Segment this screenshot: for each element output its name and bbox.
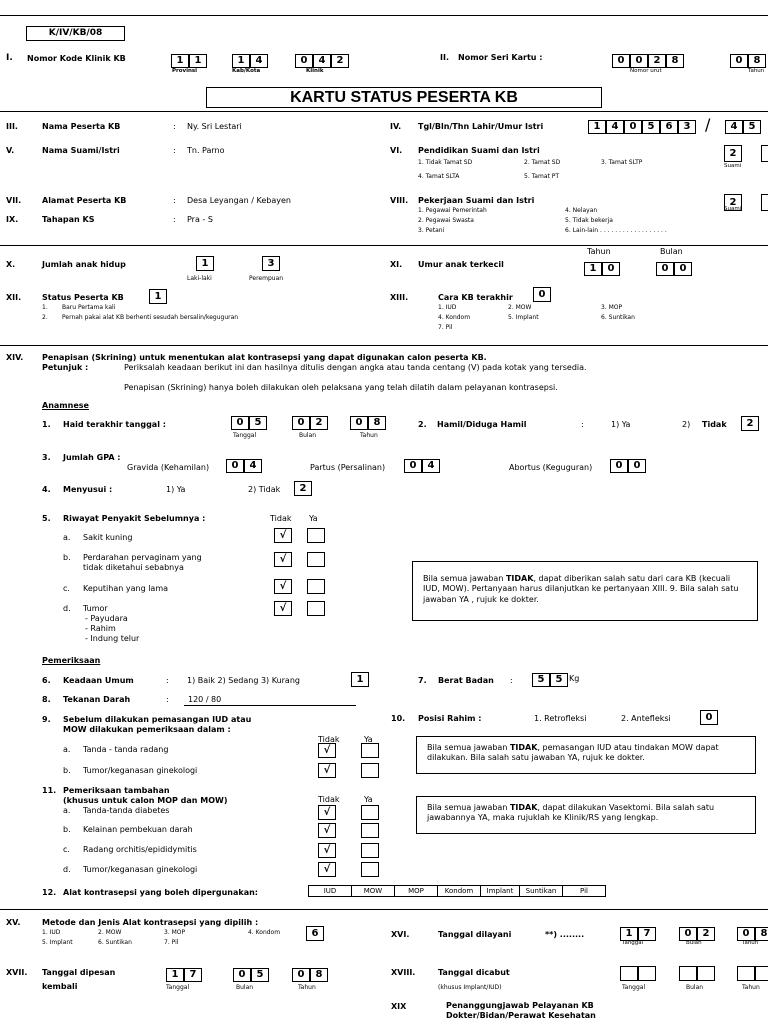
birth-digit[interactable]: 0 [624, 120, 642, 134]
sec3-value[interactable]: Ny. Sri Lestari [187, 122, 242, 131]
secXIII-label: Cara KB terakhir [438, 293, 513, 302]
job-option: 1. Pegawai Pemerintah [418, 207, 487, 214]
q4-opt2: 2) Tidak [248, 485, 281, 494]
dilayani-tanggal-digit[interactable]: 7 [638, 927, 656, 941]
sec5-label: Nama Suami/Istri [42, 146, 120, 155]
age-digit[interactable]: 5 [743, 120, 761, 134]
q5b-ya-check[interactable] [307, 552, 325, 567]
metode-option: 4. Kondom [248, 929, 281, 936]
partus-label: Partus (Persalinan) [310, 463, 386, 472]
edu-suami-box[interactable]: 2 [724, 145, 742, 162]
petunjuk-label: Petunjuk : [42, 363, 89, 372]
urut-label: Nomor urut [630, 68, 662, 74]
q11-ya-label: Ya [364, 795, 373, 804]
tumor-sub-item: - Indung telur [85, 634, 140, 643]
dilayani-bulan-digit[interactable]: 2 [697, 927, 715, 941]
pesan-bulan-digit[interactable]: 0 [233, 968, 251, 982]
partus-digit[interactable]: 4 [422, 459, 440, 473]
q5b-text2: tidak diketahui sebabnya [83, 563, 184, 572]
method-implant[interactable]: Implant [481, 886, 520, 897]
tekanan-darah-value[interactable]: 120 / 80 [188, 695, 222, 704]
sec9-num: IX. [6, 215, 19, 224]
q9-label: Sebelum dilakukan pemasangan IUD atau [63, 715, 252, 724]
pesan-bulan-digit[interactable]: 5 [251, 968, 269, 982]
sec4-label: Tgl/Bln/Thn Lahir/Umur Istri [418, 122, 544, 131]
q3-label: Jumlah GPA : [63, 453, 121, 462]
cara-kb-option: 1. IUD [438, 304, 457, 311]
divider-4 [0, 909, 768, 910]
q8-label: Tekanan Darah [63, 695, 131, 704]
q11-info-post: , dapat dilakukan Vasektomi. Bila salah satu jawabannya YA, maka rujuklah ke Klinik/RS yang lengkap. [427, 803, 715, 823]
metode-option: 2. MOW [98, 929, 122, 936]
secXVI-label: Tanggal dilayani [438, 930, 512, 939]
anak-bulan-digit[interactable]: 0 [674, 262, 692, 276]
provinsi-label: Provinsi [172, 68, 198, 74]
anak-tahun-digit[interactable]: 0 [602, 262, 620, 276]
dilayani-tahun-digit[interactable]: 8 [755, 927, 768, 941]
metode-box[interactable]: 6 [306, 926, 324, 941]
q2-opt1: 1) Ya [611, 420, 631, 429]
cabut-tahun-label: Tahun [742, 984, 760, 991]
pesan-tahun-label: Tahun [298, 984, 316, 991]
abortus-digit[interactable]: 0 [628, 459, 646, 473]
haid-bulan-label: Bulan [299, 432, 317, 439]
q11d-letter: d. [63, 865, 71, 874]
q5d-text: Tumor [83, 604, 108, 613]
method-suntikan[interactable]: Suntikan [520, 886, 563, 897]
q9-label2: MOW dilakukan pemeriksaan dalam : [63, 725, 231, 734]
dilayani-tahun-label: Tahun [742, 940, 759, 946]
job-option: 2. Pegawai Swasta [418, 217, 474, 224]
secXVII-label: Tanggal dipesan [42, 968, 116, 977]
berat-digit[interactable]: 5 [550, 673, 568, 687]
q11-info-pre: Bila semua jawaban [427, 803, 510, 812]
secXI-bulan-label: Bulan [660, 247, 683, 256]
top-border [0, 15, 768, 16]
sec3-num: III. [6, 122, 18, 131]
secXII-label: Status Peserta KB [42, 293, 124, 302]
q4-num: 4. [42, 485, 51, 494]
secXVI-mark: **) ........ [545, 930, 585, 939]
dilayani-bulan-digit[interactable]: 0 [679, 927, 697, 941]
q5a-letter: a. [63, 533, 71, 542]
perempuan-label: Perempuan [249, 275, 284, 282]
pesan-tanggal-digit[interactable]: 7 [184, 968, 202, 982]
cabut-tahun-digit[interactable] [755, 966, 768, 981]
petunjuk-text: Periksalah keadaan berikut ini dan hasilnya ditulis dengan angka atau tanda centang (V) pada kotak yang tersedia. [124, 363, 587, 372]
status-opt-text: Baru Pertama kali [62, 304, 116, 311]
partus-digit[interactable]: 0 [404, 459, 422, 473]
cabut-bulan-label: Bulan [686, 984, 704, 991]
birth-digit[interactable]: 5 [642, 120, 660, 134]
q9-num: 9. [42, 715, 51, 724]
edu-option: 3. Tamat SLTP [601, 159, 643, 166]
job-suami-box[interactable]: 2 [724, 194, 742, 211]
q9-info-box [416, 736, 756, 774]
sec6-num: VI. [390, 146, 403, 155]
q10-num: 10. [391, 714, 406, 723]
q10-label: Posisi Rahim : [418, 714, 482, 723]
pesan-tanggal-digit[interactable]: 1 [166, 968, 184, 982]
q7-colon: : [510, 676, 513, 685]
q6-num: 6. [42, 676, 51, 685]
q5c-tidak-check[interactable]: √ [274, 579, 292, 594]
sec8-num: VIII. [390, 196, 409, 205]
q5c-ya-check[interactable] [307, 579, 325, 594]
haid-tahun-digit[interactable]: 0 [350, 416, 368, 430]
pesan-bulan-label: Bulan [236, 984, 254, 991]
berat-unit: Kg [569, 674, 580, 683]
kab-label: Kab/Kota [232, 68, 261, 74]
sec5-colon: : [173, 146, 176, 155]
q5-num: 5. [42, 514, 51, 523]
anak-tahun-digit[interactable]: 1 [584, 262, 602, 276]
sec3-label: Nama Peserta KB [42, 122, 121, 131]
cabut-bulan-digit[interactable] [679, 966, 697, 981]
provinsi-digit[interactable]: 1 [171, 54, 189, 68]
sec9-label: Tahapan KS [42, 215, 95, 224]
cabut-tanggal-digit[interactable] [638, 966, 656, 981]
cabut-bulan-digit[interactable] [697, 966, 715, 981]
q12-label: Alat kontrasepsi yang boleh dipergunakan: [63, 888, 258, 897]
q5a-ya-check[interactable] [307, 528, 325, 543]
q2-label: Hamil/Diduga Hamil [437, 420, 527, 429]
cabut-tahun-digit[interactable] [737, 966, 755, 981]
q8-colon: : [166, 695, 169, 704]
tahun-digit[interactable]: 8 [748, 54, 766, 68]
tekanan-darah-underline [184, 705, 356, 706]
secXIX-num: XIX [391, 1002, 407, 1011]
age-slash: / [705, 115, 711, 134]
status-opt-text: Pernah pakai alat KB berhenti sesudah bersalin/keguguran [62, 314, 239, 321]
sec1-num: I. [6, 53, 13, 63]
perempuan-box[interactable]: 3 [262, 256, 280, 271]
q11c-ya-check[interactable] [361, 843, 379, 858]
pesan-tahun-digit[interactable]: 0 [292, 968, 310, 982]
method-mop[interactable]: MOP [395, 886, 438, 897]
q9a-text: Tanda - tanda radang [83, 745, 169, 754]
sec5-num: V. [6, 146, 15, 155]
q5d-ya-check[interactable] [307, 601, 325, 616]
q11a-letter: a. [63, 806, 71, 815]
sec9-colon: : [173, 215, 176, 224]
q6-colon: : [166, 676, 169, 685]
sec7-num: VII. [6, 196, 22, 205]
method-iud[interactable]: IUD [309, 886, 352, 897]
tumor-sub-item: - Payudara [85, 614, 128, 623]
metode-option: 3. MOP [164, 929, 186, 936]
klinik-digit[interactable]: 4 [313, 54, 331, 68]
status-opt-num: 2. [42, 314, 48, 321]
posisi-rahim-box[interactable]: 0 [700, 710, 718, 725]
birth-digit[interactable]: 6 [660, 120, 678, 134]
dilayani-tahun-digit[interactable]: 0 [737, 927, 755, 941]
q11b-text: Kelainan pembekuan darah [83, 825, 193, 834]
q2-colon: : [581, 420, 584, 429]
dilayani-bulan-label: Bulan [686, 940, 702, 946]
secXV-num: XV. [6, 918, 21, 927]
metode-option: 7. Pil [164, 939, 179, 946]
status-opt-num: 1. [42, 304, 48, 311]
cabut-tanggal-digit[interactable] [620, 966, 638, 981]
secXVII-num: XVII. [6, 968, 28, 977]
q5a-tidak-check[interactable]: √ [274, 528, 292, 543]
haid-bulan-digit[interactable]: 2 [310, 416, 328, 430]
secX-num: X. [6, 260, 16, 269]
q5c-text: Keputihan yang lama [83, 584, 169, 593]
q7-label: Berat Badan [438, 676, 494, 685]
sec2-label: Nomor Seri Kartu : [458, 53, 543, 62]
method-pil[interactable]: Pil [563, 886, 606, 897]
sec6-label: Pendidikan Suami dan Istri [418, 146, 540, 155]
q11d-ya-check[interactable] [361, 862, 379, 877]
q5-info-bold: TIDAK [505, 574, 534, 583]
tahun-label: Tahun [748, 68, 765, 74]
q9b-text: Tumor/keganasan ginekologi [83, 766, 198, 775]
pesan-tahun-digit[interactable]: 8 [310, 968, 328, 982]
cara-kb-option: 7. Pil [438, 324, 453, 331]
job-suami-label: Suami [724, 206, 742, 212]
q11b-tidak-check[interactable]: √ [318, 823, 336, 838]
klinik-digit[interactable]: 0 [295, 54, 313, 68]
laki-label: Laki-laki [187, 275, 212, 282]
secX-label: Jumlah anak hidup [42, 260, 126, 269]
q5b-text: Perdarahan pervaginam yang [83, 553, 202, 562]
klinik-label: Klinik [306, 68, 324, 74]
sec1-label: Nomor Kode Klinik KB [27, 54, 126, 63]
provinsi-digit[interactable]: 1 [189, 54, 207, 68]
berat-digit[interactable]: 5 [532, 673, 550, 687]
sec9-value[interactable]: Pra - S [187, 215, 213, 224]
q4-opt1: 1) Ya [166, 485, 186, 494]
q9a-ya-check[interactable] [361, 743, 379, 758]
haid-bulan-digit[interactable]: 0 [292, 416, 310, 430]
hamil-box[interactable]: 2 [741, 416, 759, 431]
anak-bulan-digit[interactable]: 0 [656, 262, 674, 276]
kab-digit[interactable]: 4 [250, 54, 268, 68]
q4-label: Menyusui : [63, 485, 113, 494]
q5-tidak-label: Tidak [270, 514, 292, 523]
sec3-colon: : [173, 122, 176, 131]
urut-digit[interactable]: 0 [612, 54, 630, 68]
q9a-letter: a. [63, 745, 71, 754]
q1-num: 1. [42, 420, 51, 429]
q5a-text: Sakit kuning [83, 533, 133, 542]
q6-label: Keadaan Umum [63, 676, 134, 685]
sec2-num: II. [440, 53, 449, 62]
q9b-ya-check[interactable] [361, 763, 379, 778]
secXIV-heading: Penapisan (Skrining) untuk menentukan alat kontrasepsi yang dapat digunakan calon peserta KB. [42, 353, 487, 362]
cara-kb-option: 6. Suntikan [601, 314, 635, 321]
q11b-ya-check[interactable] [361, 823, 379, 838]
q9-tidak-label: Tidak [318, 735, 340, 744]
secXI-label: Umur anak terkecil [418, 260, 504, 269]
sec7-colon: : [173, 196, 176, 205]
haid-tahun-digit[interactable]: 8 [368, 416, 386, 430]
q9-info-bold: TIDAK [509, 743, 538, 752]
q11-info-bold: TIDAK [509, 803, 538, 812]
q10-opt1: 1. Retrofleksi [534, 714, 587, 723]
cara-kb-box[interactable]: 0 [533, 287, 551, 302]
haid-tanggal-label: Tanggal [233, 432, 257, 439]
urut-digit[interactable]: 8 [666, 54, 684, 68]
secXVI-num: XVI. [391, 930, 410, 939]
urut-digit[interactable]: 0 [630, 54, 648, 68]
secXI-num: XI. [390, 260, 403, 269]
q11c-text: Radang orchitis/epididymitis [83, 845, 197, 854]
q9b-tidak-check[interactable]: √ [318, 763, 336, 778]
q11a-tidak-check[interactable]: √ [318, 805, 336, 820]
edu-option: 1. Tidak Tamat SD [418, 159, 473, 166]
q6-options: 1) Baik 2) Sedang 3) Kurang [187, 676, 300, 685]
form-title: KARTU STATUS PESERTA KB [206, 87, 602, 108]
q3-num: 3. [42, 453, 51, 462]
form-code: K/IV/KB/08 [26, 26, 125, 41]
q11-label2: (khusus untuk calon MOP dan MOW) [63, 796, 228, 805]
birth-digit[interactable]: 4 [606, 120, 624, 134]
q10-opt2: 2. Antefleksi [621, 714, 671, 723]
q5-info-box [412, 561, 758, 621]
q11-tidak-label: Tidak [318, 795, 340, 804]
birth-digit[interactable]: 3 [678, 120, 696, 134]
haid-tanggal-digit[interactable]: 5 [249, 416, 267, 430]
secXVIII-num: XVIII. [391, 968, 416, 977]
q7-num: 7. [418, 676, 427, 685]
kab-digit[interactable]: 1 [232, 54, 250, 68]
klinik-digit[interactable]: 2 [331, 54, 349, 68]
metode-option: 1. IUD [42, 929, 61, 936]
q5d-tidak-check[interactable]: √ [274, 601, 292, 616]
secXIX-label: Penanggungjawab Pelayanan KB [446, 1001, 594, 1010]
secXVIII-label: Tanggal dicabut [438, 968, 510, 977]
keadaan-umum-box[interactable]: 1 [351, 672, 369, 687]
method-kondom[interactable]: Kondom [438, 886, 481, 897]
tumor-sub-item: - Rahim [85, 624, 116, 633]
job-option: 6. Lain-lain . . . . . . . . . . . . . . . . . . [565, 227, 667, 234]
gravida-label: Gravida (Kehamilan) [127, 463, 210, 472]
tahun-digit[interactable]: 0 [730, 54, 748, 68]
anamnese-heading: Anamnese [42, 401, 89, 410]
q8-num: 8. [42, 695, 51, 704]
q5-info-post: , dapat diberikan salah satu dari cara KB (kecuali IUD, MOW). Pertanyaan harus dilanjutkan ke pertanyaan XIII. 9. Bila salah satu jawaban YA , rujuk ke dokter. [423, 574, 739, 604]
urut-digit[interactable]: 2 [648, 54, 666, 68]
secXV-label: Metode dan Jenis Alat kontrasepsi yang dipilih : [42, 918, 259, 927]
haid-tanggal-digit[interactable]: 0 [231, 416, 249, 430]
edu-option: 4. Tamat SLTA [418, 173, 460, 180]
laki-box[interactable]: 1 [196, 256, 214, 271]
sec7-value[interactable]: Desa Leyangan / Kebayen [187, 196, 291, 205]
abortus-label: Abortus (Keguguran) [509, 463, 593, 472]
q9-info-pre: Bila semua jawaban [427, 743, 510, 752]
cara-kb-option: 5. Implant [508, 314, 539, 321]
job-option: 4. Nelayan [565, 207, 598, 214]
q11b-letter: b. [63, 825, 71, 834]
q9a-tidak-check[interactable]: √ [318, 743, 336, 758]
job-istri-box[interactable] [761, 194, 768, 211]
metode-option: 6. Suntikan [98, 939, 132, 946]
q11c-tidak-check[interactable]: √ [318, 843, 336, 858]
sec5-value[interactable]: Tn. Parno [187, 146, 225, 155]
gravida-digit[interactable]: 4 [244, 459, 262, 473]
divider-3 [0, 345, 768, 346]
q5c-letter: c. [63, 584, 70, 593]
haid-tahun-label: Tahun [360, 432, 378, 439]
q2-opt2-label: Tidak [702, 420, 727, 429]
sec8-label: Pekerjaan Suami dan Istri [418, 196, 535, 205]
sec7-label: Alamat Peserta KB [42, 196, 127, 205]
q11-label: Pemeriksaan tambahan [63, 786, 170, 795]
q2-num: 2. [418, 420, 427, 429]
edu-option: 5. Tamat PT [524, 173, 560, 180]
q11a-text: Tanda-tanda diabetes [83, 806, 170, 815]
q5d-letter: d. [63, 604, 71, 613]
menyusui-box[interactable]: 2 [294, 481, 312, 496]
cabut-tanggal-label: Tanggal [622, 984, 646, 991]
secXIII-num: XIII. [390, 293, 409, 302]
divider-2 [0, 245, 768, 246]
edu-istri-box[interactable] [761, 145, 768, 162]
abortus-digit[interactable]: 0 [610, 459, 628, 473]
q11a-ya-check[interactable] [361, 805, 379, 820]
method-mow[interactable]: MOW [352, 886, 395, 897]
q1-label: Haid terakhir tanggal : [63, 420, 166, 429]
dilayani-tanggal-label: Tanggal [622, 940, 644, 946]
metode-option: 5. Implant [42, 939, 73, 946]
q11c-letter: c. [63, 845, 70, 854]
cara-kb-option: 4. Kondom [438, 314, 471, 321]
dilayani-tanggal-digit[interactable]: 1 [620, 927, 638, 941]
birth-digit[interactable]: 1 [588, 120, 606, 134]
skrining-note: Penapisan (Skrining) hanya boleh dilakukan oleh pelaksana yang telah dilatih dalam pelayanan kontrasepsi. [124, 383, 558, 392]
secXII-num: XII. [6, 293, 22, 302]
secXVIII-sub: (khusus Implant/IUD) [438, 984, 502, 991]
edu-option: 2. Tamat SD [524, 159, 561, 166]
q11d-tidak-check[interactable]: √ [318, 862, 336, 877]
secXI-tahun-label: Tahun [587, 247, 611, 256]
q2-opt2: 2) [682, 420, 691, 429]
q9-ya-label: Ya [364, 735, 373, 744]
edu-suami-label: Suami [724, 163, 742, 169]
pesan-tanggal-label: Tanggal [166, 984, 190, 991]
q12-num: 12. [42, 888, 57, 897]
job-option: 5. Tidak bekerja [565, 217, 613, 224]
q5b-letter: b. [63, 553, 71, 562]
q5-ya-label: Ya [309, 514, 318, 523]
cara-kb-option: 2. MOW [508, 304, 532, 311]
q11-info-box [416, 796, 756, 834]
q5-label: Riwayat Penyakit Sebelumnya : [63, 514, 206, 523]
secXIV-num: XIV. [6, 353, 24, 362]
divider-1 [0, 111, 768, 112]
q9-info-post: , pemasangan IUD atau tindakan MOW dapat dilakukan. Bila salah satu jawaban YA, rujuk ke dokter. [427, 743, 719, 763]
q11-num: 11. [42, 786, 57, 795]
pemeriksaan-heading: Pemeriksaan [42, 656, 101, 665]
q9b-letter: b. [63, 766, 71, 775]
job-option: 3. Petani [418, 227, 445, 234]
q11d-text: Tumor/keganasan ginekologi [83, 865, 198, 874]
q5b-tidak-check[interactable]: √ [274, 552, 292, 567]
gravida-digit[interactable]: 0 [226, 459, 244, 473]
q5-info-pre: Bila semua jawaban [423, 574, 506, 583]
cara-kb-option: 3. MOP [601, 304, 623, 311]
secXVII-label2: kembali [42, 982, 78, 991]
age-digit[interactable]: 4 [725, 120, 743, 134]
status-box[interactable]: 1 [149, 289, 167, 304]
sec4-num: IV. [390, 122, 402, 131]
secXIX-label2: Dokter/Bidan/Perawat Kesehatan [446, 1011, 596, 1020]
kontrasepsi-table [308, 885, 606, 897]
